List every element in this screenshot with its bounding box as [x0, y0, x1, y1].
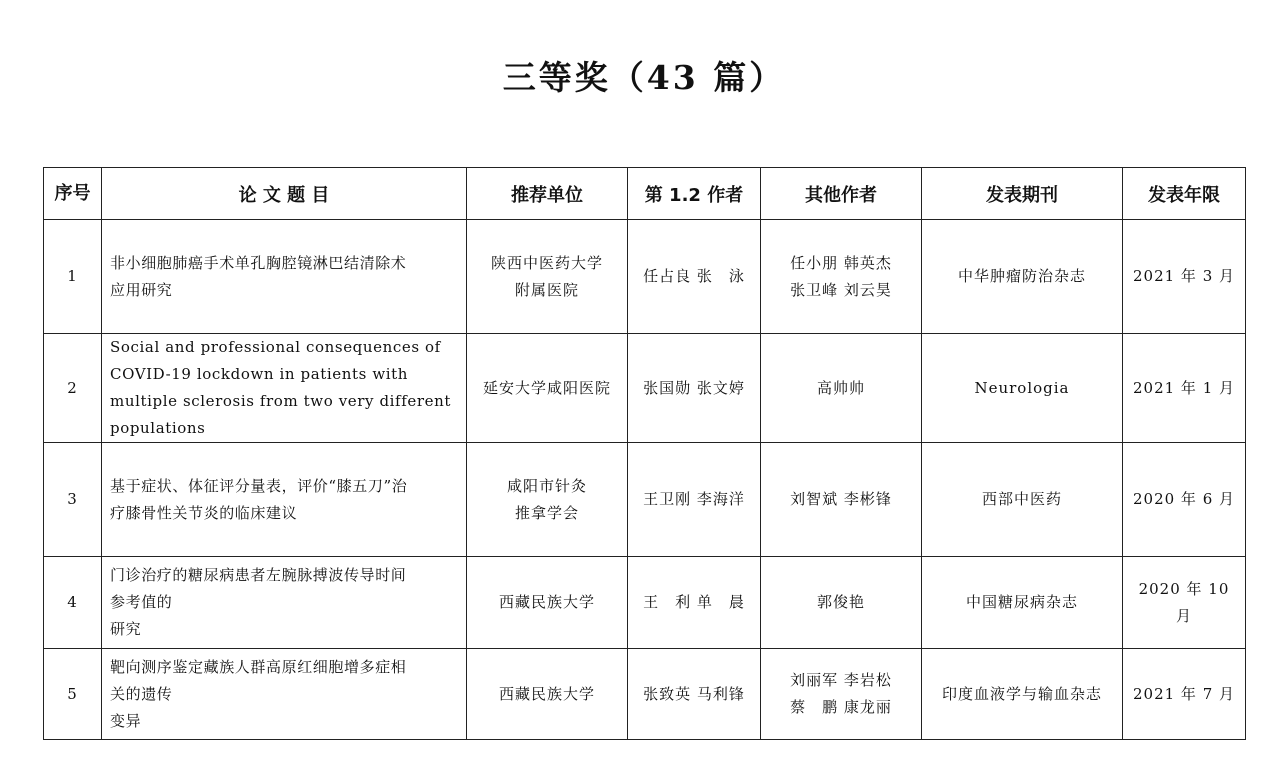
cell-title: 基于症状、体征评分量表，评价“膝五刀”治 疗膝骨性关节炎的临床建议 — [102, 443, 467, 557]
table-row — [44, 334, 1246, 443]
cell-unit: 咸阳市针灸 推拿学会 — [467, 443, 628, 557]
header-other-authors: 其他作者 — [761, 168, 922, 220]
cell-index: 2 — [44, 334, 102, 443]
cell-journal: 中华肿瘤防治杂志 — [922, 220, 1123, 334]
table-row — [44, 649, 1246, 740]
cell-main-authors: 王 利 单 晨 — [628, 557, 761, 649]
cell-index: 1 — [44, 220, 102, 334]
cell-main-authors: 王卫刚 李海洋 — [628, 443, 761, 557]
cell-title: Social and professional consequences of COVID-19 lockdown in patients with multiple sclerosis from two very different populations — [102, 334, 467, 443]
cell-journal: 西部中医药 — [922, 443, 1123, 557]
header-journal: 发表期刊 — [922, 168, 1123, 220]
table-header-row — [44, 168, 1246, 220]
table-row — [44, 443, 1246, 557]
cell-title: 门诊治疗的糖尿病患者左腕脉搏波传导时间 参考值的 研究 — [102, 557, 467, 649]
cell-title: 非小细胞肺癌手术单孔胸腔镜淋巴结清除术 应用研究 — [102, 220, 467, 334]
cell-journal: 印度血液学与输血杂志 — [922, 649, 1123, 740]
cell-main-authors: 张国勋 张文婷 — [628, 334, 761, 443]
cell-year: 2021 年 1 月 — [1123, 334, 1246, 443]
cell-other-authors: 刘丽军 李岩松 蔡 鹏 康龙丽 — [761, 649, 922, 740]
header-main-authors: 第 1.2 作者 — [628, 168, 761, 220]
cell-title: 靶向测序鉴定藏族人群高原红细胞增多症相 关的遗传 变异 — [102, 649, 467, 740]
cell-unit: 西藏民族大学 — [467, 557, 628, 649]
cell-year: 2021 年 7 月 — [1123, 649, 1246, 740]
cell-other-authors: 刘智斌 李彬锋 — [761, 443, 922, 557]
cell-index: 5 — [44, 649, 102, 740]
cell-year: 2020 年 6 月 — [1123, 443, 1246, 557]
award-table — [43, 167, 1246, 740]
cell-main-authors: 张致英 马利锋 — [628, 649, 761, 740]
cell-year: 2020 年 10 月 — [1123, 557, 1246, 649]
cell-other-authors: 高帅帅 — [761, 334, 922, 443]
cell-other-authors: 郭俊艳 — [761, 557, 922, 649]
cell-unit: 延安大学咸阳医院 — [467, 334, 628, 443]
page-title: 三等奖（43 篇） — [502, 58, 786, 97]
cell-year: 2021 年 3 月 — [1123, 220, 1246, 334]
cell-journal: 中国糖尿病杂志 — [922, 557, 1123, 649]
table-row — [44, 557, 1246, 649]
cell-main-authors: 任占良 张 泳 — [628, 220, 761, 334]
cell-journal: Neurologia — [922, 334, 1123, 443]
header-year: 发表年限 — [1123, 168, 1246, 220]
cell-unit: 西藏民族大学 — [467, 649, 628, 740]
header-title: 论 文 题 目 — [102, 168, 467, 220]
header-index: 序号 — [44, 168, 102, 220]
table-row — [44, 220, 1246, 334]
cell-index: 3 — [44, 443, 102, 557]
cell-index: 4 — [44, 557, 102, 649]
cell-unit: 陕西中医药大学 附属医院 — [467, 220, 628, 334]
header-unit: 推荐单位 — [467, 168, 628, 220]
cell-other-authors: 任小朋 韩英杰 张卫峰 刘云昊 — [761, 220, 922, 334]
